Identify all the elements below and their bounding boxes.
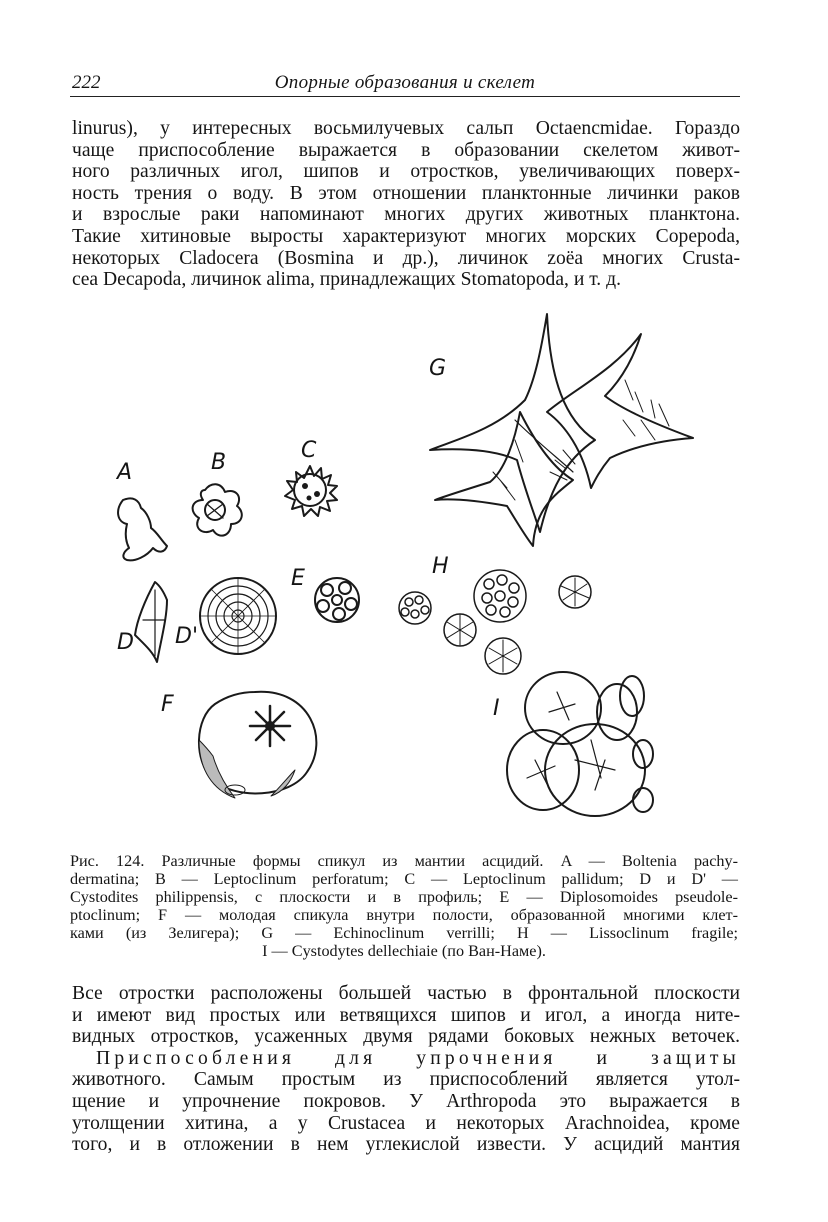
spicule-e-drawing (315, 578, 359, 622)
spicule-d-drawing (135, 582, 167, 662)
running-title: Опорные образования и скелет (274, 72, 536, 93)
text-line: чаще приспособление выражается в образовании скелетом живот- (72, 139, 740, 161)
text-line: ность трения о воду. В этом отношении планктонные личинки раков (72, 182, 740, 204)
figure-label-c: C (301, 438, 317, 463)
caption-line: Рис. 124. Различные формы спикул из мантии асцидий. A — Boltenia pachy- (70, 852, 738, 870)
figure-label-d-prime: D' (175, 624, 198, 649)
caption-line: I — Cystodytes dellechiaie (по Ван-Наме). (262, 942, 546, 960)
figure-drawing (95, 300, 715, 840)
spicule-h-drawing (399, 570, 591, 674)
figure-label-h: H (432, 554, 449, 579)
text-line: утолщении хитина, а у Crustacea и некоторых Arachnoidea, кроме (72, 1112, 740, 1134)
figure-label-d: D (117, 630, 134, 655)
figure-label-i: I (493, 696, 500, 721)
spicule-c-drawing (285, 466, 337, 516)
text-line: cea Decapoda, личинок alima, принадлежащих Stomatopoda, и т. д. (72, 269, 621, 291)
spicule-f-drawing (199, 692, 316, 798)
running-head (70, 70, 740, 97)
figure-label-g: G (429, 356, 447, 381)
caption-line: ками (из Зелигера); G — Echinoclinum verrilli; H — Lissoclinum fragile; (70, 924, 738, 942)
body-paragraphs (72, 983, 740, 1156)
text-line: щение и упрочнение покровов. У Arthropoda это выражается в (72, 1090, 740, 1112)
figure-label-b: B (211, 450, 227, 475)
caption-line: dermatina; B — Leptoclinum perforatum; C — Leptoclinum pallidum; D и D' — (70, 870, 738, 888)
figure-label-f: F (161, 692, 174, 717)
spicule-d-prime-drawing (200, 578, 276, 654)
section-heading-line: Приспособления для упрочнения и защиты (96, 1047, 740, 1069)
figure-caption (70, 852, 738, 960)
caption-line: Cystodites philippensis, с плоскости и в профиль; E — Diplosomoides pseudole- (70, 888, 738, 906)
page-number: 222 (72, 72, 101, 93)
spicule-a-drawing (118, 498, 167, 560)
spicule-b-drawing (193, 484, 242, 535)
text-line: видных отростков, усаженных двумя рядами боковых нежных веточек. (72, 1026, 740, 1048)
text-line: некоторых Cladocera (Bosmina и др.), личинок zoëa многих Crusta- (72, 247, 740, 269)
spicule-i-drawing (507, 672, 653, 816)
spicule-g-drawing (430, 314, 693, 546)
text-line: животного. Самым простым из приспособлений является утол- (72, 1069, 740, 1091)
intro-paragraph (72, 118, 740, 291)
text-line: Все отростки расположены большей частью в фронтальной плоскости (72, 983, 740, 1004)
text-line: и взрослые раки напоминают многих других животных планктона. (72, 204, 740, 226)
figure-label-a: A (117, 460, 133, 485)
text-line: того, и в отложении в нем углекислой извести. У асцидий мантия (72, 1134, 740, 1156)
text-line: Такие хитиновые выросты характеризуют многих морских Copepoda, (72, 225, 740, 247)
caption-line: ptoclinum; F — молодая спикула внутри полости, образованной многими клет- (70, 906, 738, 924)
text-line: linurus), у интересных восьмилучевых сальп Octaencmidae. Гораздо (72, 118, 740, 139)
text-line: и имеют вид простых или ветвящихся шипов и игол, а иногда ните- (72, 1004, 740, 1026)
figure-spicules (95, 300, 715, 840)
figure-label-e: E (291, 566, 305, 591)
text-line: ного различных игол, шипов и отростков, увеличивающих поверх- (72, 161, 740, 183)
